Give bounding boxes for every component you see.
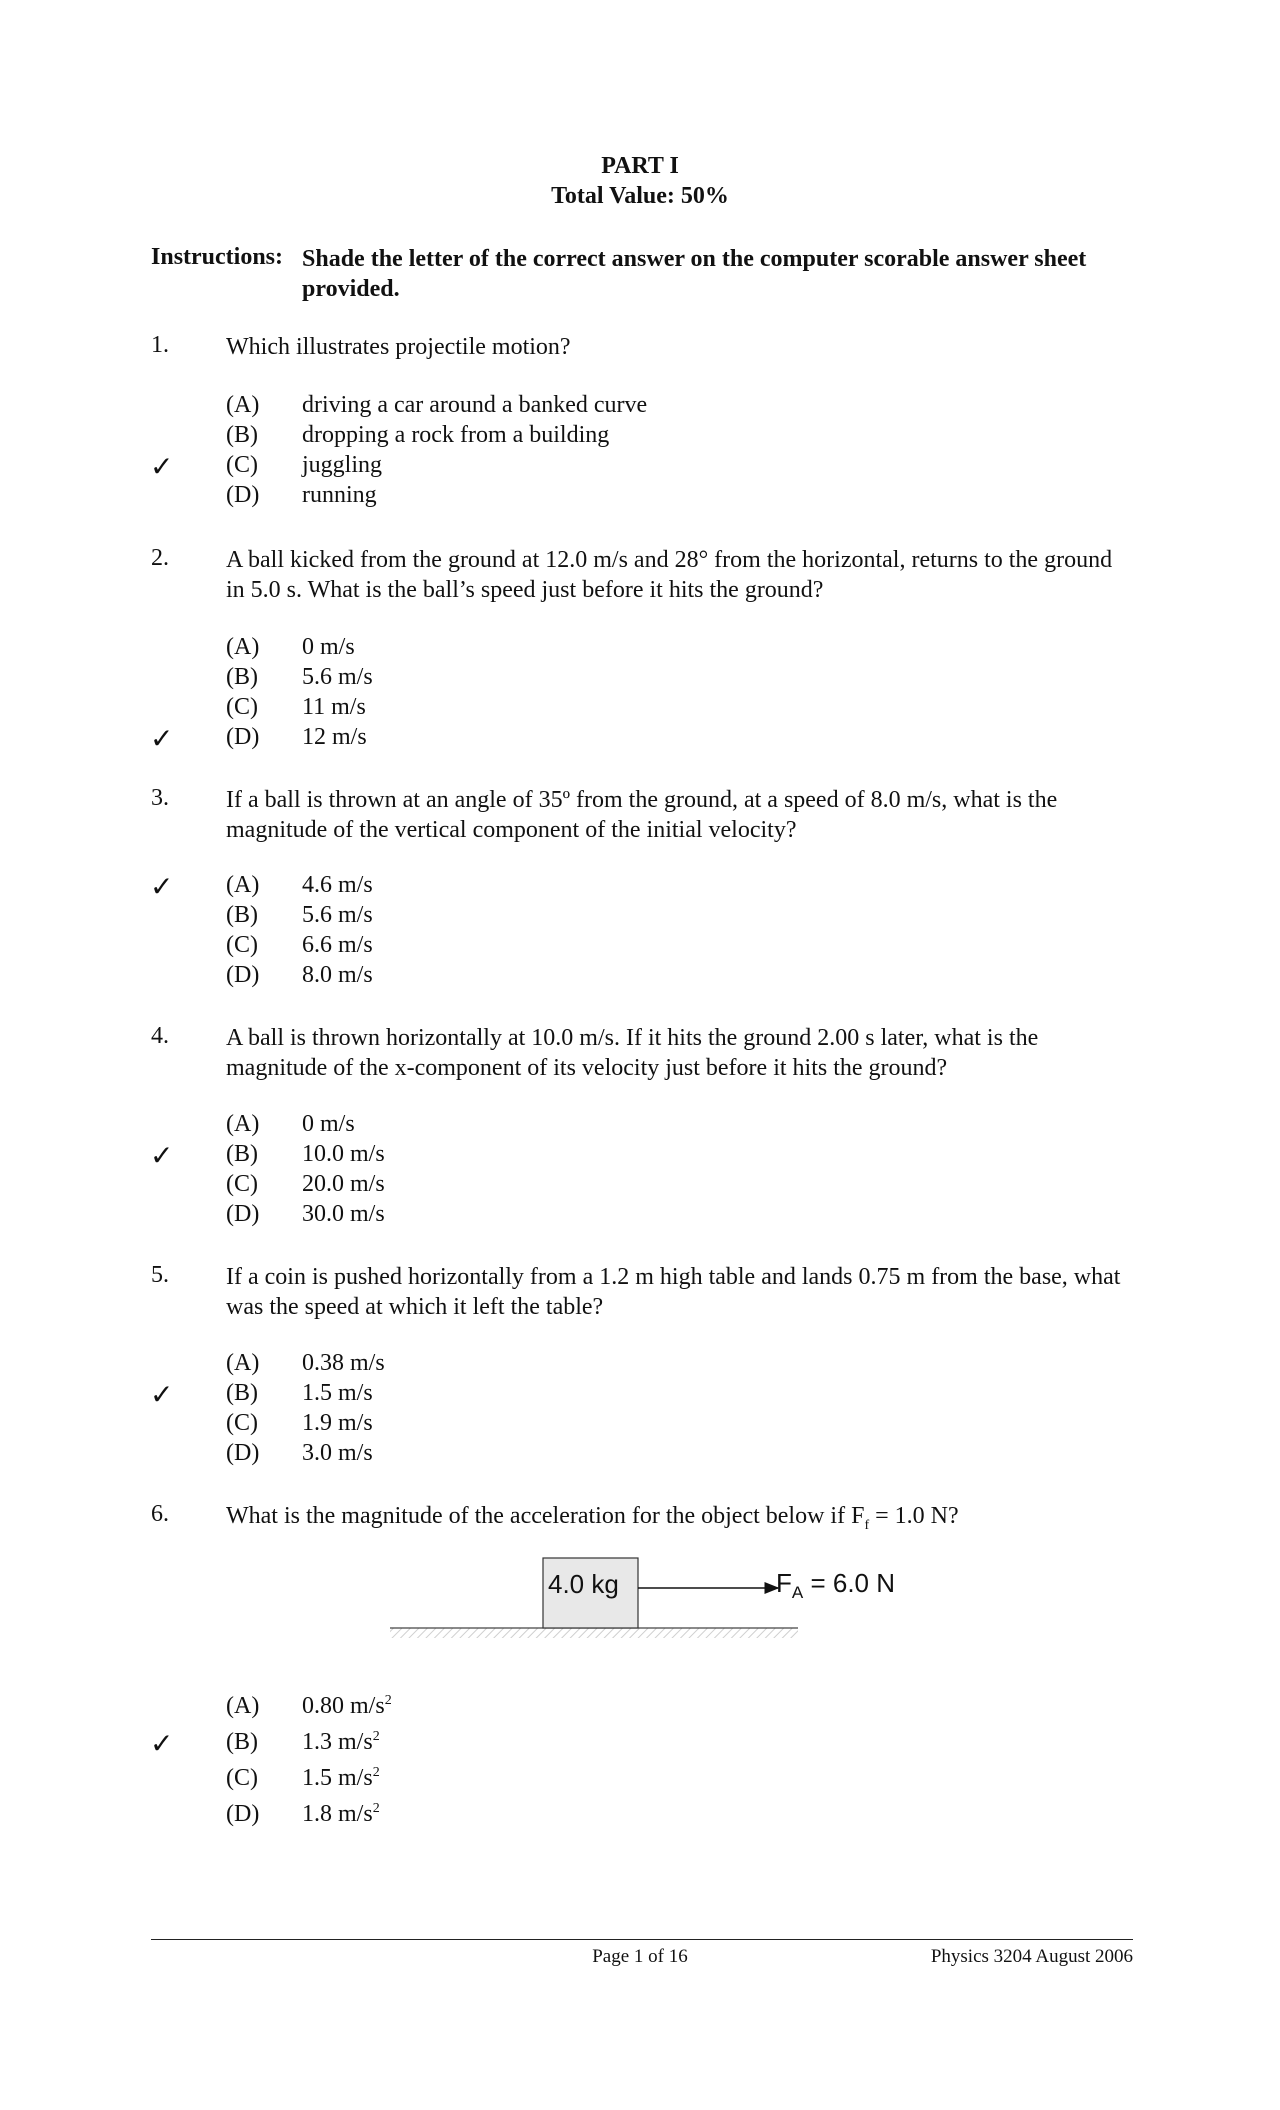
option-text: juggling	[302, 452, 383, 478]
option-c[interactable]	[0, 932, 800, 962]
option-text	[302, 1801, 380, 1828]
option-letter: (C)	[226, 452, 258, 478]
option-letter: (B)	[226, 1141, 258, 1167]
option-d[interactable]	[0, 1801, 800, 1831]
check-icon: ✓	[150, 1139, 174, 1172]
course-label: Physics 3204 August 2006	[930, 1946, 1133, 1967]
option-text: 12 m/s	[302, 724, 367, 750]
option-text: 10.0 m/s	[302, 1141, 385, 1167]
option-text: 6.6 m/s	[302, 932, 373, 958]
option-letter: (A)	[226, 1350, 260, 1376]
option-d[interactable]	[0, 1201, 800, 1231]
option-exponent: 2	[372, 1729, 380, 1744]
option-c[interactable]	[0, 694, 800, 724]
option-a[interactable]	[0, 872, 800, 902]
option-d[interactable]	[0, 962, 800, 992]
option-text: 5.6 m/s	[302, 664, 373, 690]
option-b[interactable]	[0, 1380, 800, 1410]
option-a[interactable]	[0, 1693, 800, 1723]
option-text: 8.0 m/s	[302, 962, 373, 988]
option-b[interactable]	[0, 1141, 800, 1171]
page-number: Page 1 of 16	[592, 1946, 688, 1967]
option-a[interactable]	[0, 1111, 800, 1141]
check-icon: ✓	[150, 722, 174, 755]
option-exponent: 2	[384, 1693, 392, 1708]
option-text: 1.9 m/s	[302, 1410, 373, 1436]
question-number: 4.	[151, 1023, 169, 1049]
force-symbol: F	[776, 1568, 792, 1598]
question-number: 6.	[151, 1501, 169, 1527]
option-letter: (A)	[226, 872, 260, 898]
force-subscript: A	[791, 1583, 804, 1602]
option-letter: (C)	[226, 1410, 258, 1436]
option-value: 1.8 m/s	[302, 1801, 373, 1827]
question-text: A ball kicked from the ground at 12.0 m/s and 28° from the horizontal, returns to the ground in 5.0 s. What is the ball’s speed just before it hits the ground?	[226, 547, 1113, 603]
question-number: 3.	[151, 785, 169, 811]
total-value: Total Value: 50%	[551, 183, 729, 209]
check-icon: ✓	[150, 870, 174, 903]
question-text: If a ball is thrown at an angle of 35º from the ground, at a speed of 8.0 m/s, what is the magnitude of the vertical component of the initial velocity?	[226, 787, 1058, 843]
option-value: 0.80 m/s	[302, 1693, 385, 1719]
option-text: 1.5 m/s	[302, 1380, 373, 1406]
option-letter: (C)	[226, 1765, 258, 1791]
check-icon: ✓	[150, 1727, 174, 1760]
option-letter: (A)	[226, 1693, 260, 1719]
option-c[interactable]	[0, 1171, 800, 1201]
option-letter: (B)	[226, 902, 258, 928]
option-exponent: 2	[372, 1765, 380, 1780]
option-a[interactable]	[0, 392, 800, 422]
option-text: 20.0 m/s	[302, 1171, 385, 1197]
option-c[interactable]	[0, 452, 800, 482]
option-letter: (B)	[226, 664, 258, 690]
option-b[interactable]	[0, 1729, 800, 1759]
question-text: Which illustrates projectile motion?	[226, 334, 571, 360]
question-number: 5.	[151, 1262, 169, 1288]
mass-label: 4.0 kg	[548, 1569, 619, 1599]
option-a[interactable]	[0, 634, 800, 664]
question-number: 2.	[151, 545, 169, 571]
option-value: 1.3 m/s	[302, 1729, 373, 1755]
option-text: 5.6 m/s	[302, 902, 373, 928]
option-letter: (B)	[226, 1729, 258, 1755]
question-text-after: = 1.0 N?	[869, 1503, 959, 1529]
option-text: 3.0 m/s	[302, 1440, 373, 1466]
option-c[interactable]	[0, 1410, 800, 1440]
option-text: 0 m/s	[302, 1111, 355, 1137]
instructions-label: Instructions:	[151, 244, 284, 270]
option-letter: (D)	[226, 1201, 260, 1227]
option-text: running	[302, 482, 377, 508]
option-d[interactable]	[0, 724, 800, 754]
option-text: 0 m/s	[302, 634, 355, 660]
option-text	[302, 1765, 380, 1792]
option-b[interactable]	[0, 422, 800, 452]
question-number: 1.	[151, 332, 169, 358]
question-text: A ball is thrown horizontally at 10.0 m/s. If it hits the ground 2.00 s later, what is the magnitude of the x-component of its velocity just before it hits the ground?	[226, 1025, 1039, 1081]
option-letter: (B)	[226, 1380, 258, 1406]
option-text: 4.6 m/s	[302, 872, 373, 898]
option-letter: (D)	[226, 962, 260, 988]
part-title: PART I	[601, 153, 679, 179]
option-text: 0.38 m/s	[302, 1350, 385, 1376]
option-letter: (D)	[226, 724, 260, 750]
option-letter: (D)	[226, 482, 260, 508]
option-d[interactable]	[0, 1440, 800, 1470]
force-label	[776, 1568, 895, 1602]
option-letter: (A)	[226, 634, 260, 660]
option-b[interactable]	[0, 664, 800, 694]
check-icon: ✓	[150, 450, 174, 483]
option-value: 1.5 m/s	[302, 1765, 373, 1791]
option-d[interactable]	[0, 482, 800, 512]
option-letter: (A)	[226, 392, 260, 418]
option-letter: (C)	[226, 694, 258, 720]
option-c[interactable]	[0, 1765, 800, 1795]
option-a[interactable]	[0, 1350, 800, 1380]
option-text	[302, 1693, 392, 1720]
force-diagram	[388, 1548, 896, 1648]
option-letter: (A)	[226, 1111, 260, 1137]
option-exponent: 2	[372, 1801, 380, 1816]
question-text-before: What is the magnitude of the acceleration for the object below if F	[226, 1503, 865, 1529]
option-text: driving a car around a banked curve	[302, 392, 648, 418]
option-letter: (D)	[226, 1440, 260, 1466]
option-text: 11 m/s	[302, 694, 366, 720]
option-text: dropping a rock from a building	[302, 422, 610, 448]
option-b[interactable]	[0, 902, 800, 932]
ground-hatch	[390, 1628, 798, 1638]
question-text: If a coin is pushed horizontally from a 1.2 m high table and lands 0.75 m from the base, what was the speed at which it left the table?	[226, 1264, 1121, 1320]
check-icon: ✓	[150, 1378, 174, 1411]
option-letter: (B)	[226, 422, 258, 448]
question-text	[226, 1501, 1126, 1531]
footer-divider	[151, 1939, 1133, 1940]
option-letter: (C)	[226, 932, 258, 958]
force-value: = 6.0 N	[803, 1568, 896, 1598]
option-letter: (C)	[226, 1171, 258, 1197]
option-text	[302, 1729, 380, 1756]
option-text: 30.0 m/s	[302, 1201, 385, 1227]
friction-subscript: f	[864, 1517, 870, 1533]
instructions-text: Shade the letter of the correct answer on the computer scorable answer sheet provided.	[302, 246, 1087, 302]
option-letter: (D)	[226, 1801, 260, 1827]
